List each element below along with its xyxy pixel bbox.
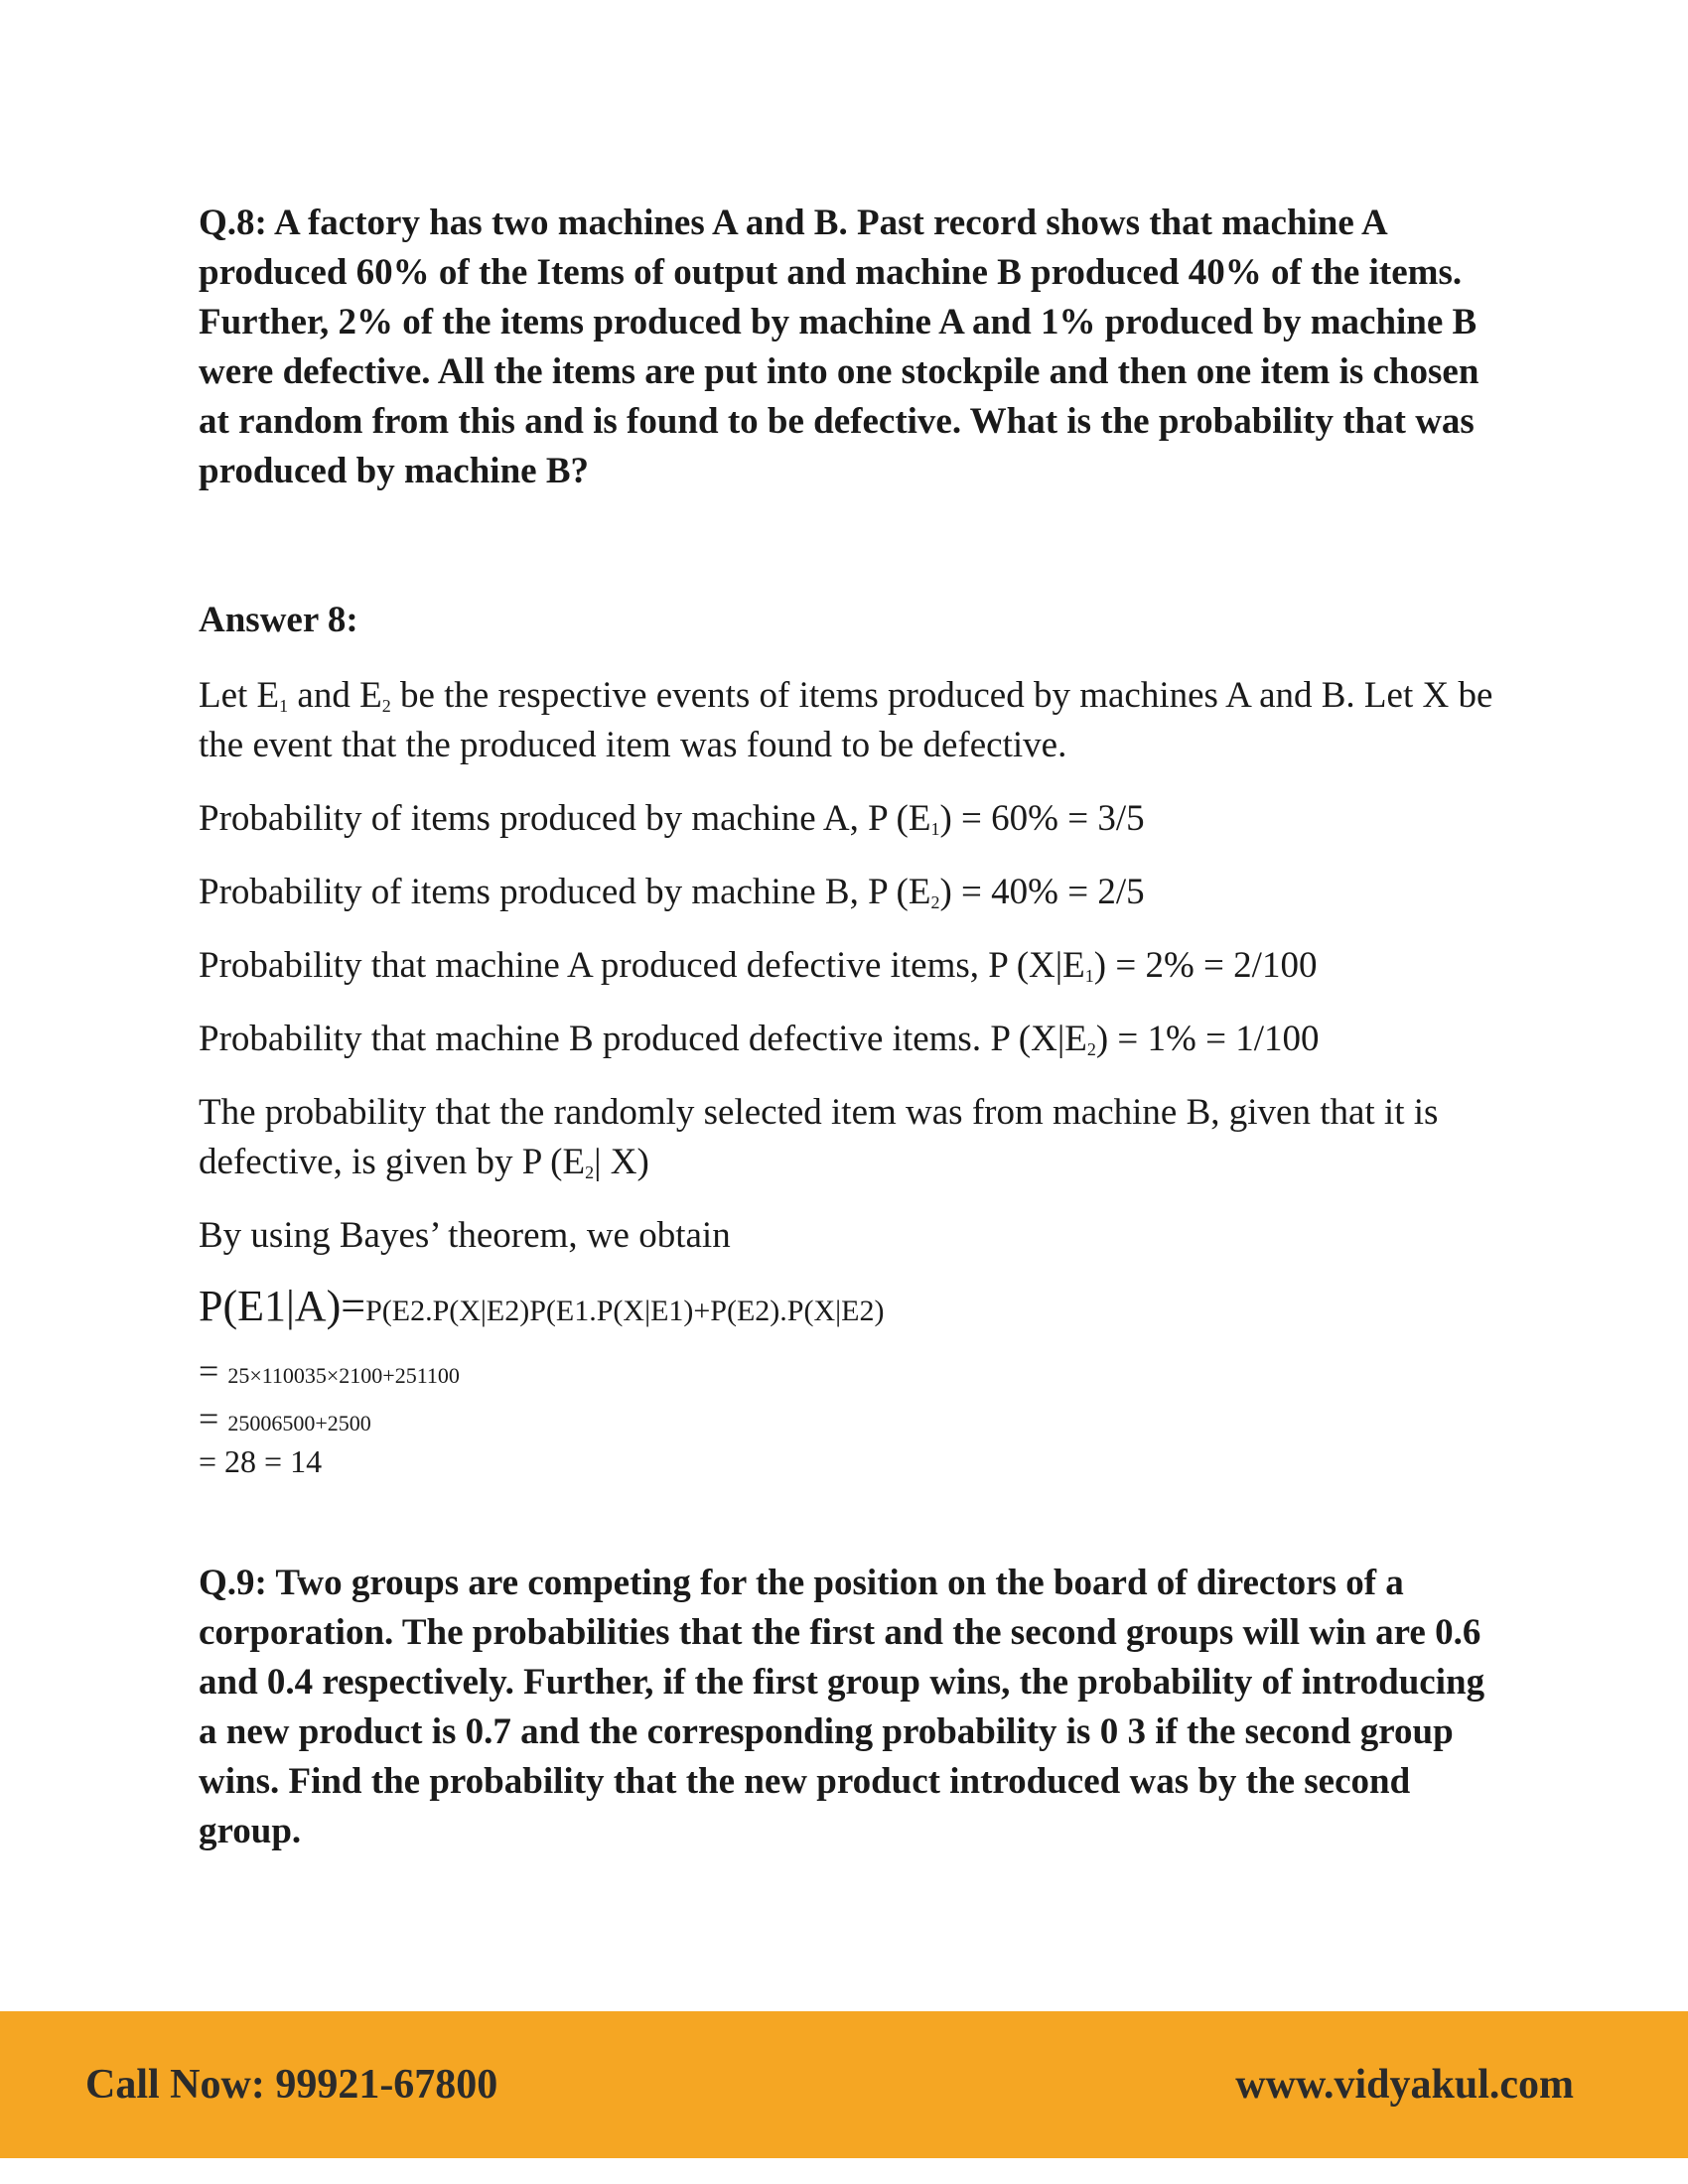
- answer-8-intro: Let $E_1$ and $E_2$ be the respective events of items produced by machines A and B. Let X be the event that the produced item was found to be defective.: [199, 675, 1493, 765]
- calc-result: = 28 = 14: [199, 1443, 323, 1479]
- website-link[interactable]: www.vidyakul.com: [1235, 2062, 1574, 2108]
- calc-step-1: = 25×110035×2100+251100: [199, 1351, 460, 1391]
- prob-defective-b: Probability that machine B produced defective items. P $(X|E_2) = 1\% = 1/100$: [199, 1019, 1320, 1059]
- question-8: Q.8: A factory has two machines A and B. Past record shows that machine A produced 60% of the Items of output and machine B produced 40% of the items. Further, 2% of the items produced by machine A and 1% produced by machine B were defective. All the items are put into one stockpile and then one item is chosen at random from this and is found to be defective. What is the probability that was produced by machine B?: [199, 203, 1479, 491]
- bayes-formula: P(E1|A)=P(E2.P(X|E2)P(E1.P(X|E1)+P(E2).P(X|E2): [199, 1282, 885, 1330]
- prob-machine-a: Probability of items produced by machine A, P $(E_1) = 60\% = 3/5$: [199, 798, 1145, 839]
- answer-8-heading: Answer 8:: [199, 600, 358, 640]
- prob-machine-b: Probability of items produced by machine B, P $(E_2) = 40\% = 2/5$: [199, 872, 1145, 912]
- conditional-statement: The probability that the randomly selected item was from machine B, given that it is defective, is given by P ($E_2|$ X): [199, 1092, 1439, 1182]
- bayes-intro: By using Bayes’ theorem, we obtain: [199, 1215, 731, 1256]
- question-9: Q.9: Two groups are competing for the position on the board of directors of a corporation. The probabilities that the first and the second groups will win are 0.6 and 0.4 respectively. Further, if the first group wins, the probability of introducing a new product is 0.7 and the corresponding probability is 0 3 if the second group wins. Find the probability that the new product introduced was by the second group.: [199, 1563, 1485, 1851]
- calc-step-2: = 25006500+2500: [199, 1399, 371, 1438]
- prob-defective-a: Probability that machine A produced defective items, P $(X|E_1) = 2\% = 2/100$: [199, 945, 1318, 986]
- call-now-text: Call Now: 99921-67800: [85, 2062, 498, 2108]
- footer-banner: [0, 2011, 1688, 2158]
- page-content: [199, 199, 1509, 1851]
